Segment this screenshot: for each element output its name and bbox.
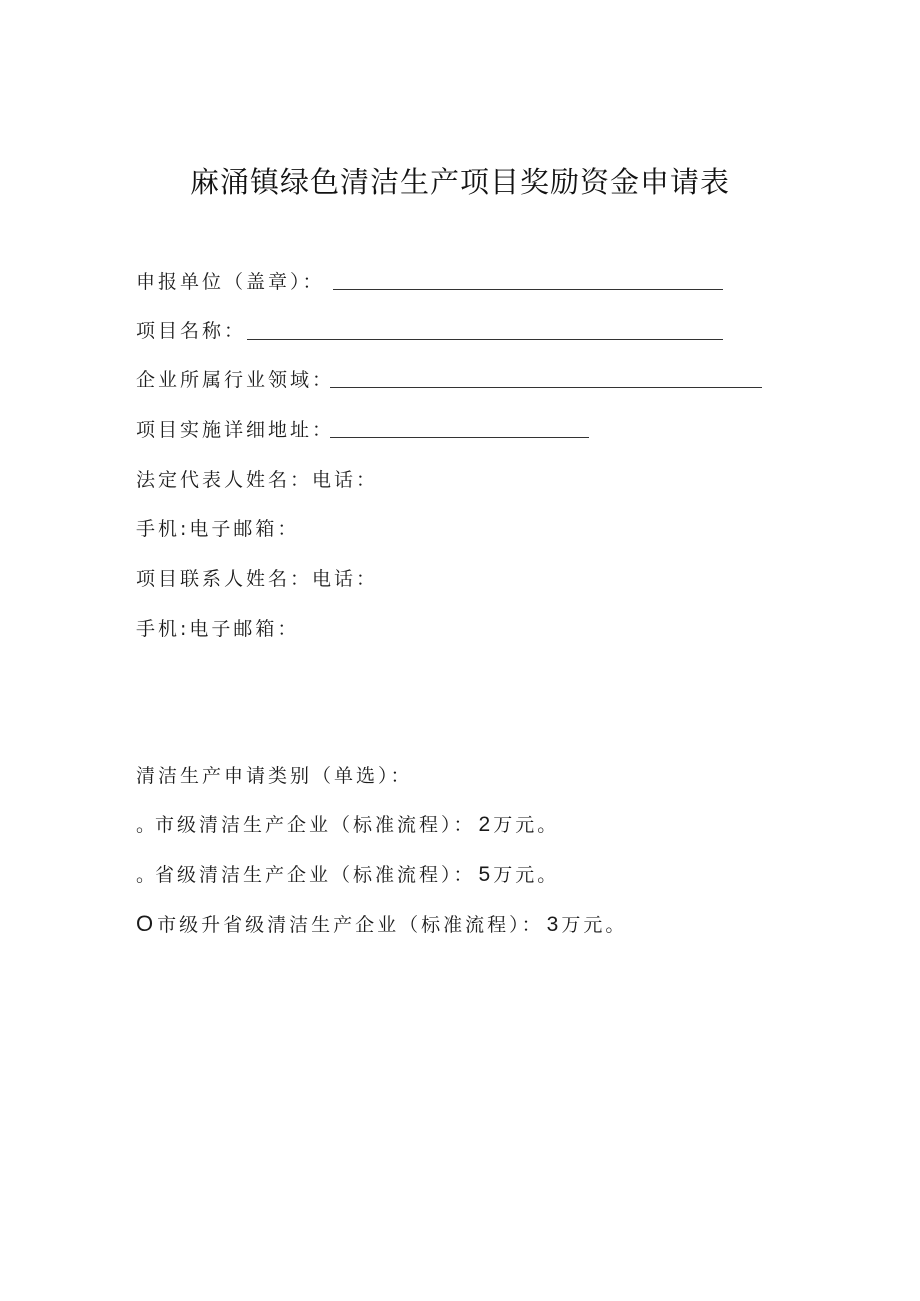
option-marker[interactable]: 。	[136, 814, 156, 836]
field-project-name-blank[interactable]	[247, 339, 723, 340]
option-marker[interactable]: O	[136, 911, 154, 936]
option-amount: 3	[546, 913, 559, 936]
field-applicant-unit-label: 申报单位（盖章）：	[136, 271, 325, 293]
option-unit: 万元。	[493, 864, 560, 886]
option-marker[interactable]: 。	[136, 864, 156, 886]
category-heading: 清洁生产申请类别（单选）：	[136, 765, 413, 787]
field-industry-blank[interactable]	[330, 387, 762, 388]
field-legal-rep-contact-label: 手机:电子邮箱：	[136, 518, 300, 540]
option-amount: 2	[478, 813, 491, 836]
category-option-city-to-province[interactable]	[136, 912, 627, 937]
field-project-name-label: 项目名称：	[136, 320, 247, 342]
field-applicant-unit-blank[interactable]	[333, 289, 723, 290]
option-text: 省级清洁生产企业（标准流程）：	[155, 864, 476, 886]
option-text: 市级升省级清洁生产企业（标准流程）：	[157, 914, 544, 936]
field-industry-label: 企业所属行业领域：	[136, 369, 335, 391]
field-contact-person-contact-label: 手机:电子邮箱：	[136, 618, 300, 640]
field-address-blank[interactable]	[330, 437, 589, 438]
field-legal-rep-label: 法定代表人姓名：电话：	[136, 469, 379, 491]
option-unit: 万元。	[561, 914, 628, 936]
option-unit: 万元。	[493, 814, 560, 836]
option-amount: 5	[478, 863, 491, 886]
category-option-city[interactable]	[136, 813, 559, 837]
field-contact-person-label: 项目联系人姓名：电话：	[136, 568, 379, 590]
page-title: 麻涌镇绿色清洁生产项目奖励资金申请表	[189, 165, 730, 199]
category-option-province[interactable]	[136, 863, 559, 887]
option-text: 市级清洁生产企业（标准流程）：	[155, 814, 476, 836]
field-address-label: 项目实施详细地址：	[136, 419, 335, 441]
